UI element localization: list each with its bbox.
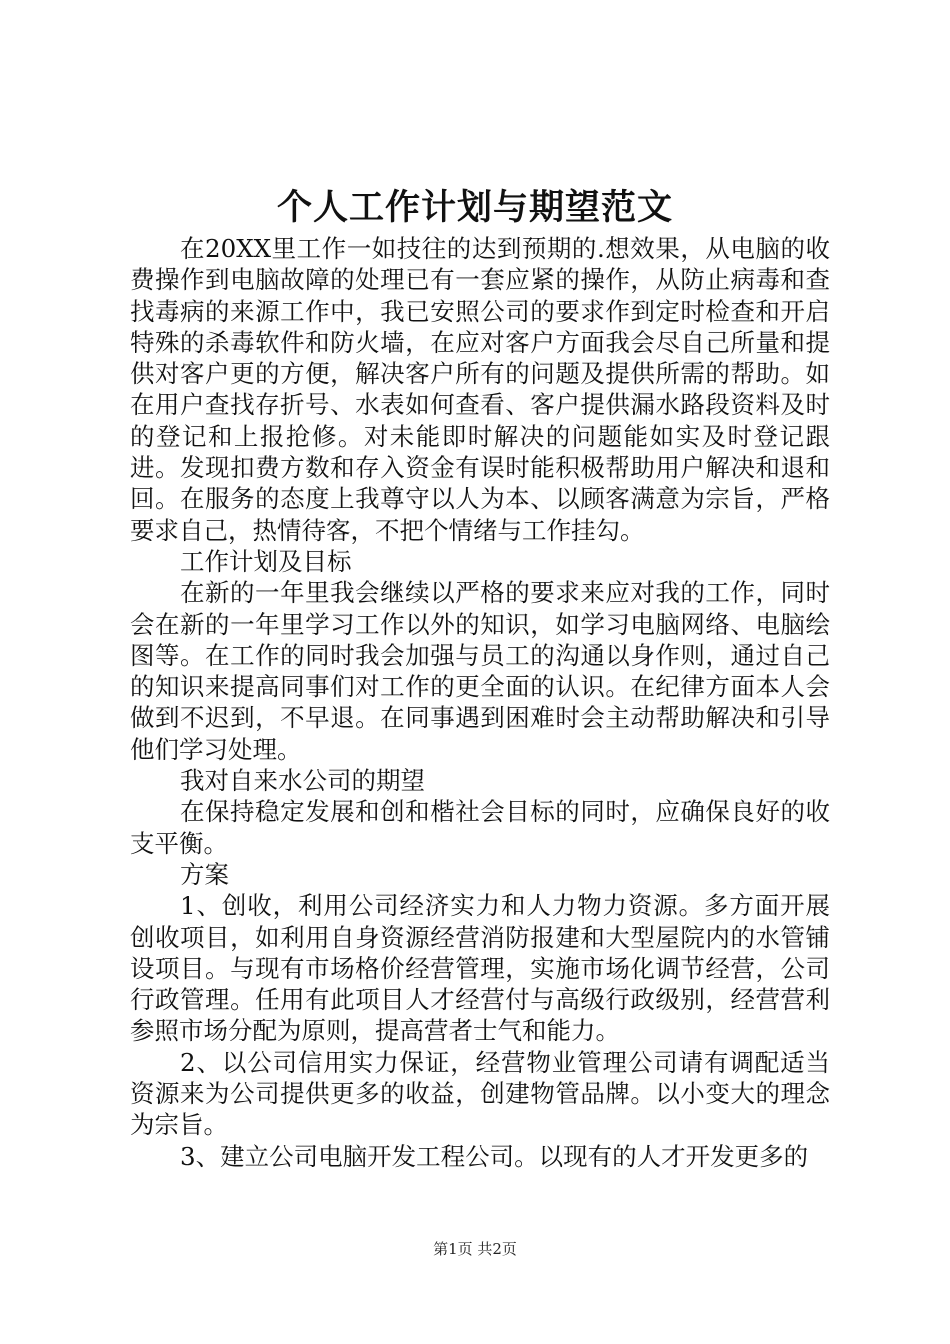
document-body bbox=[130, 233, 830, 1172]
proposal-item-2: 2、以公司信用实力保证，经营物业管理公司请有调配适当资源来为公司提供更多的收益，创建物管品牌。以小变大的理念为宗旨。 bbox=[130, 1047, 830, 1140]
paragraph-work-review: 在20XX里工作一如技往的达到预期的.想效果，从电脑的收费操作到电脑故障的处理已有一套应紧的操作，从防止病毒和查找毒病的来源工作中，我已安照公司的要求作到定时检查和开启特殊的杀毒软件和防火墙，在应对客户方面我会尽自己所量和提供对客户更的方便，解决客户所有的问题及提供所需的帮助。如在用户查找存折号、水表如何查看、客户提供漏水路段资料及时的登记和上报抢修。对未能即时解决的问题能如实及时登记跟进。发现扣费方数和存入资金有误时能积极帮助用户解决和退和回。在服务的态度上我尊守以人为本、以顾客满意为宗旨，严格要求自己，热情待客，不把个情绪与工作挂勾。 bbox=[130, 234, 830, 545]
document-title: 个人工作计划与期望范文 bbox=[276, 187, 673, 228]
section-heading-plan: 工作计划及目标 bbox=[180, 546, 352, 576]
section-heading-proposal: 方案 bbox=[180, 859, 229, 889]
section-heading-expectation: 我对自来水公司的期望 bbox=[180, 766, 425, 796]
paragraph-plan: 在新的一年里我会继续以严格的要求来应对我的工作，同时会在新的一年里学习工作以外的知识，如学习电脑网络、电脑绘图等。在工作的同时我会加强与员工的沟通以身作则，通过自己的知识来提高同事们对工作的更全面的认识。在纪律方面本人会做到不迟到，不早退。在同事遇到困难时会主动帮助解决和引导他们学习处理。 bbox=[130, 578, 830, 764]
page-footer: 第1页 共2页 bbox=[433, 1240, 517, 1258]
proposal-item-3: 3、建立公司电脑开发工程公司。以现有的人才开发更多的 bbox=[180, 1141, 809, 1171]
proposal-item-1: 1、创收，利用公司经济实力和人力物力资源。多方面开展创收项目，如利用自身资源经营消防报建和大型屋院内的水管铺设项目。与现有市场格价经营管理，实施市场化调节经营，公司行政管理。任用有此项目人才经营付与高级行政级别，经营营利参照市场分配为原则，提高营者士气和能力。 bbox=[130, 891, 830, 1046]
paragraph-expectation: 在保持稳定发展和创和楷社会目标的同时，应确保良好的收支平衡。 bbox=[130, 797, 830, 858]
